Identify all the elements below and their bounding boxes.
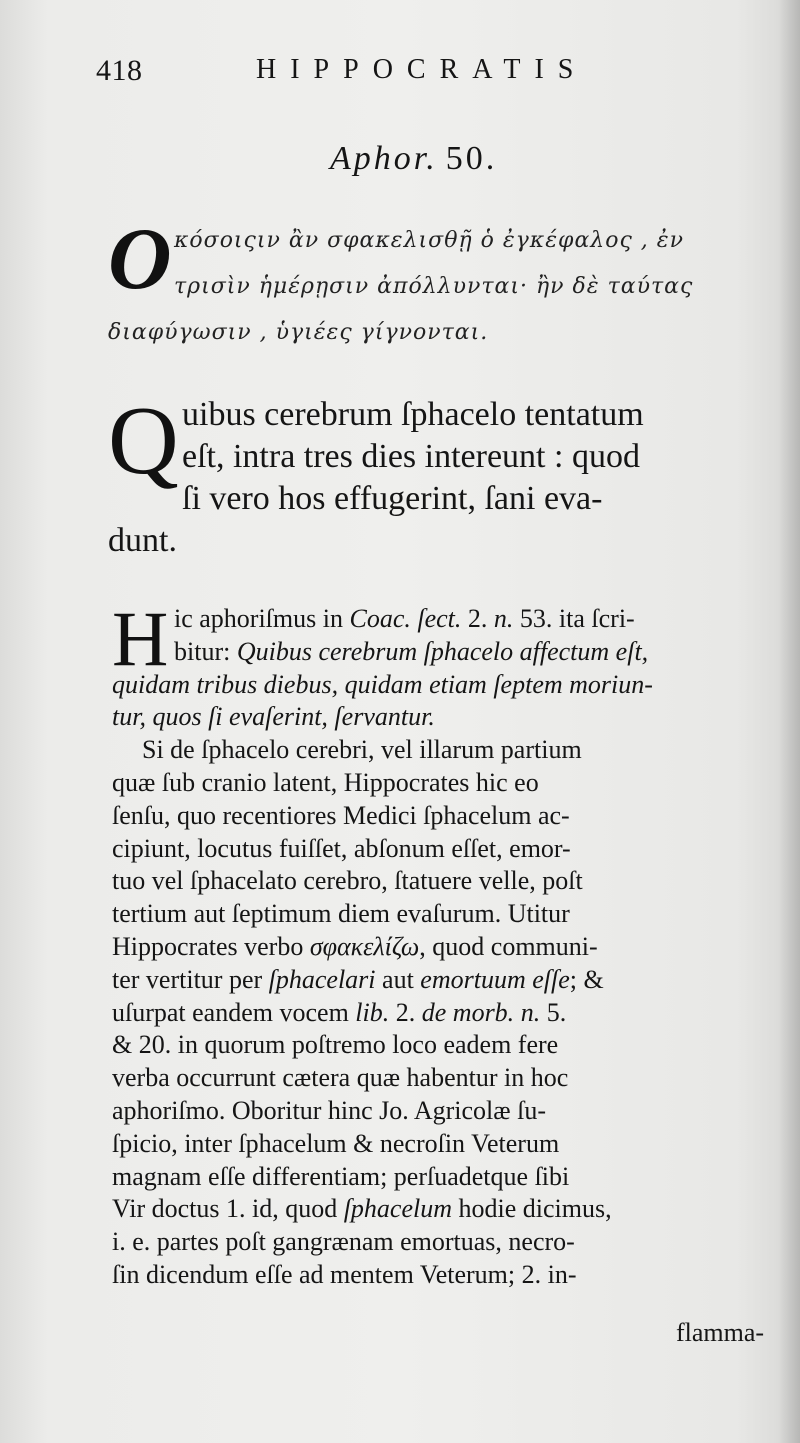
commentary-line	[112, 801, 570, 831]
latin-line: eſt, intra tres dies intereunt : quod	[182, 438, 640, 475]
page-number: 418	[96, 54, 143, 87]
italic-text: n.	[493, 604, 514, 633]
commentary-line	[142, 735, 582, 765]
aphorism-number: 50.	[445, 140, 498, 177]
text-run: verba occurrunt cætera quæ habentur in hoc	[112, 1063, 569, 1093]
commentary-line	[112, 1030, 558, 1060]
commentary-line	[112, 1096, 546, 1126]
italic-text: σφακελίζω	[309, 932, 420, 961]
italic-text: lib.	[355, 997, 390, 1027]
commentary-line	[112, 1129, 559, 1159]
greek-line: κόσοιςιν ἂν σφακελισθῇ ὁ ἐγκέφαλος , ἐν	[174, 228, 684, 253]
latin-translation	[108, 387, 768, 562]
greek-drop-cap: O	[108, 211, 172, 308]
commentary-line	[174, 604, 635, 634]
text-run: ter vertitur per	[112, 964, 269, 994]
italic-text: quidam tribus diebus, quidam etiam ſeptem moriun-	[112, 669, 653, 699]
italic-text: emortuum eſſe	[420, 964, 570, 994]
text-run: cipiunt, locutus fuiſſet, abſonum eſſet, emor-	[112, 833, 571, 863]
commentary-line	[112, 834, 571, 864]
italic-text: ſphacelari	[268, 964, 376, 994]
text-run: tuo vel ſphacelato cerebro, ſtatuere velle, poſt	[112, 866, 583, 896]
commentary-line	[112, 768, 539, 798]
italic-text: de morb.	[421, 997, 515, 1027]
italic-text: ſphacelum	[343, 1194, 453, 1224]
text-run: ſpicio, inter ſphacelum & necroſin Veterum	[112, 1128, 560, 1158]
greek-line: τρισὶν ἡμέρῃσιν ἀπόλλυνται· ἢν δὲ ταύτας	[174, 274, 694, 299]
aphorism-label: Aphor.	[330, 140, 438, 177]
text-run: aut	[375, 964, 421, 994]
commentary-line	[112, 932, 598, 962]
commentary-drop-cap: H	[112, 595, 169, 682]
page-edge-shadow	[778, 0, 800, 1443]
text-run: Vir doctus 1. id, quod	[112, 1194, 344, 1224]
italic-text: n.	[520, 997, 541, 1027]
greek-line: διαφύγωσιν , ὑγιέες γίγνονται.	[108, 320, 489, 345]
commentary-line	[112, 1227, 575, 1257]
catchword: flamma-	[676, 1318, 765, 1347]
latin-line: uibus cerebrum ſphacelo tentatum	[182, 396, 644, 433]
text-run: uſurpat eandem vocem	[112, 997, 356, 1027]
italic-text: Quibus cerebrum ſphacelo affectum eſt,	[236, 636, 649, 666]
text-run: 53. ita ſcri-	[513, 604, 635, 633]
text-run: i. e. partes poſt gangrænam emortuas, necro-	[112, 1227, 575, 1257]
commentary-line	[174, 637, 648, 667]
latin-drop-cap: Q	[108, 387, 179, 495]
latin-line: ſi vero hos effugerint, ſani eva-	[182, 480, 603, 517]
text-run: 2.	[389, 997, 422, 1027]
commentary-line	[112, 1162, 569, 1192]
text-run: quæ ſub cranio latent, Hippocrates hic eo	[112, 768, 539, 797]
commentary-line	[112, 866, 583, 896]
commentary-line	[112, 1063, 568, 1093]
commentary-line	[112, 899, 570, 929]
latin-line: dunt.	[108, 522, 177, 559]
text-run: 5.	[540, 997, 567, 1027]
commentary-line	[112, 1260, 577, 1290]
commentary-line	[112, 702, 435, 732]
commentary-line	[112, 965, 604, 995]
text-run: , quod communi-	[419, 932, 598, 961]
text-run: ſenſu, quo recentiores Medici ſphacelum ac-	[112, 800, 570, 830]
text-run: aphoriſmo. Oboritur hinc Jo. Agricolæ ſu-	[112, 1096, 547, 1125]
italic-text: Coac. ſect.	[349, 604, 462, 633]
text-run: ic aphoriſmus in	[174, 604, 350, 633]
text-run: ſin dicendum eſſe ad mentem Veterum; 2. in-	[112, 1260, 577, 1289]
text-run: & 20. in quorum poſtremo loco eadem fere	[112, 1030, 559, 1060]
commentary-line	[112, 998, 566, 1028]
text-run: ; &	[569, 964, 604, 994]
text-run: magnam eſſe differentiam; perſuadetque ſibi	[112, 1161, 570, 1191]
commentary-line	[112, 1194, 612, 1224]
italic-text: tur, quos ſi evaſerint, ſervantur.	[112, 702, 435, 732]
page-header	[96, 48, 776, 92]
text-run: Hippocrates verbo	[112, 932, 310, 961]
text-run: hodie dicimus,	[452, 1194, 612, 1224]
text-run: bitur:	[174, 636, 237, 666]
text-run: Si de ſphacelo cerebri, vel illarum partium	[142, 735, 582, 765]
commentary-line	[112, 670, 653, 700]
greek-text	[108, 211, 768, 370]
text-run: 2.	[461, 604, 494, 633]
text-run: tertium aut ſeptimum diem evaſurum. Utitur	[112, 899, 570, 929]
aphorism-heading	[330, 140, 497, 178]
running-head: HIPPOCRATIS	[256, 54, 588, 85]
